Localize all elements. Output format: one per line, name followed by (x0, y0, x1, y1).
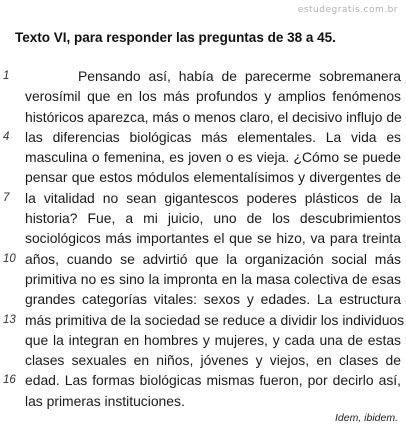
line-text: clases sexuales en niños, jóvenes y viejos, en clases de (25, 352, 401, 369)
passage-line (0, 188, 406, 208)
line-text: historia? Fue, a mi juicio, uno de los descubrimientos (25, 210, 401, 227)
passage-line (0, 208, 406, 228)
line-text: masculina o femenina, es joven o es vieja. ¿Cómo se puede (25, 149, 401, 166)
line-text: las diferencias biológicas más elementales. La vida es (25, 128, 401, 145)
line-number: 10 (3, 252, 16, 265)
passage-line (0, 269, 406, 289)
passage-line (0, 66, 406, 86)
passage-line (0, 147, 406, 167)
passage-line (0, 370, 406, 390)
line-text: Pensando así, había de parecerme sobremanera (78, 68, 401, 84)
line-text: las primeras instituciones. (25, 392, 185, 409)
passage-line (0, 289, 406, 309)
line-text: que la integran en hombres y mujeres, y cada una de estas (25, 331, 401, 348)
passage-line (0, 107, 406, 127)
passage-line (0, 391, 406, 411)
line-number: 7 (3, 191, 10, 204)
line-text: grandes categorías vitales: sexos y edades. La estructura (25, 291, 401, 308)
passage-line (0, 86, 406, 106)
line-number: 4 (3, 130, 10, 143)
line-number: 13 (3, 313, 16, 326)
line-text: años, cuando se advirtió que la organización social más (25, 250, 401, 267)
line-text: sociológicos más importantes el que se hizo, va para treinta (25, 230, 401, 247)
site-watermark: estudegratis.com.br (297, 5, 398, 15)
passage-line (0, 127, 406, 147)
passage (0, 66, 406, 411)
line-text: primitiva no es sino la impronta en la masa colectiva de esas (25, 270, 401, 287)
line-text: pensar que estos módulos elementalísimos y divergentes de (25, 169, 401, 186)
line-text: más primitiva de la sociedad se reduce a dividir los individuos (25, 311, 405, 328)
passage-line (0, 310, 406, 330)
line-text: verosímil que en los más profundos y amplios fenómenos (25, 88, 401, 105)
line-number: 16 (3, 374, 16, 387)
passage-line (0, 228, 406, 248)
line-number: 1 (3, 70, 10, 82)
passage-line (0, 249, 406, 269)
line-text: la vitalidad no sean gigantescos poderes plásticos de la (25, 189, 401, 206)
passage-line (0, 350, 406, 370)
line-text: edad. Las formas biológicas mismas fueron, por decirlo así, (25, 372, 401, 389)
passage-line (0, 330, 406, 350)
passage-line (0, 167, 406, 187)
line-text: históricos aparezca, más o menos claro, el decisivo influjo de (25, 108, 402, 125)
source-citation: Idem, ibidem. (334, 412, 398, 424)
text-heading: Texto VI, para responder las preguntas de 38 a 45. (15, 30, 336, 45)
